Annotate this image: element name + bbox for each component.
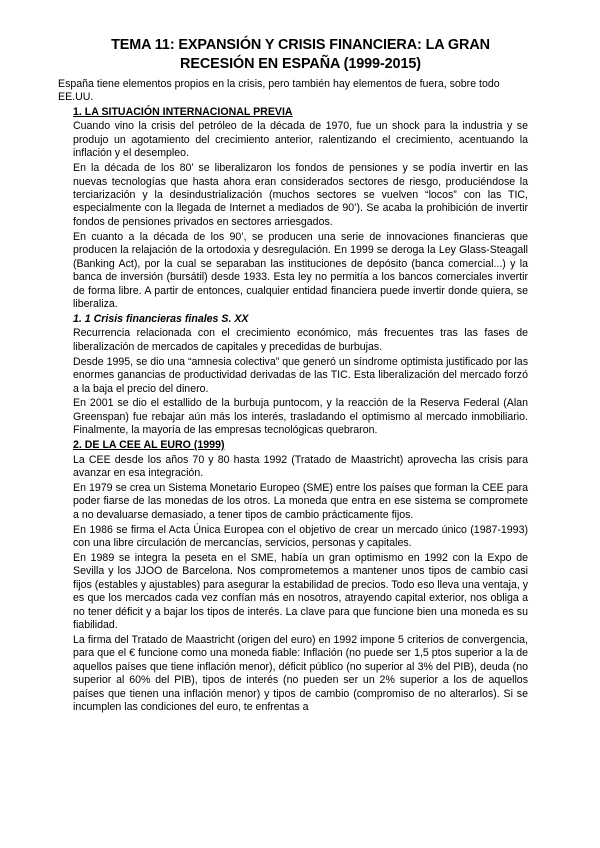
paragraph: En la década de los 80’ se liberalizaron los fondos de pensiones y se podía invertir en las nuevas tecnologías que hasta ahora eran considerados sectores de riesgo, produciéndose la terciarización y la desindustrialización (muchos sectores se vuelven “locos” con las TIC, especialmente con la llegada de Internet a mediados de 90’). Se acaba la prohibición de invertir fondos de pensiones privados en sectores arriesgados. — [73, 162, 528, 228]
intro-paragraph: España tiene elementos propios en la crisis, pero también hay elementos de fuera, sobre todo EE.UU. — [58, 78, 500, 104]
section-1-heading: 1. LA SITUACIÓN INTERNACIONAL PREVIA — [73, 105, 293, 118]
page-title: TEMA 11: EXPANSIÓN Y CRISIS FINANCIERA: LA GRAN RECESIÓN EN ESPAÑA (1999-2015) — [111, 37, 490, 72]
paragraph: En 1986 se firma el Acta Única Europea con el objetivo de crear un mercado único (1987-1993) con una libre circulación de mercancías, servicios, personas y capitales. — [73, 523, 528, 550]
document-page — [58, 36, 529, 716]
paragraph: La CEE desde los años 70 y 80 hasta 1992 (Tratado de Maastricht) aprovecha las crisis para avanzar en esa integración. — [73, 453, 528, 480]
section-2-heading: 2. DE LA CEE AL EURO (1999) — [73, 439, 225, 452]
paragraph: Desde 1995, se dio una “amnesia colectiva” que generó un síndrome optimista justificado por las enormes ganancias de productividad derivadas de las TIC. Esta liberalización del mercado forzó a la baja el precio del dinero. — [73, 355, 528, 395]
paragraph: Recurrencia relacionada con el crecimiento económico, más frecuentes tras las fases de liberalización de mercados de capitales y precedidas de burbujas. — [73, 327, 528, 353]
paragraph: La firma del Tratado de Maastricht (origen del euro) en 1992 impone 5 criterios de convergencia, para que el € funcione como una moneda fiable: Inflación (no puede ser 1,5 ptos superior a la de aquellos países que tiene inflación menor), déficit público (no superior al 3% del PIB), deuda (no superior al 60% del PIB), tipos de interés (no pueden ser un 2% superior a los de aquellos países que tienen una inflación menor) y tipos de cambio (compromiso de no alterarlos). Si se incumplen las condiciones del euro, te enfrentas a — [73, 634, 528, 714]
paragraph: En 2001 se dio el estallido de la burbuja puntocom, y la reacción de la Reserva Federal (Alan Greenspan) fue rebajar aún más los interés, trasladando el optimismo al mercado inmobiliario. Finalmente, la mayoría de las empresas tecnológicas quebraron. — [73, 397, 528, 437]
paragraph: En cuanto a la década de los 90’, se producen una serie de innovaciones financieras que producen la relajación de la ortodoxia y desregulación. En 1999 se deroga la Ley Glass-Steagall (Banking Act), por la cual se separaban las instituciones de depósito (banca comercial...) y la banca de inversión (bursátil) desde 1933. Esta ley no permitía a los bancos comerciales invertir de forma libre. A partir de entonces, cualquier entidad financiera puede invertir donde quiera, se liberaliza. — [73, 230, 528, 311]
paragraph: En 1989 se integra la peseta en el SME, había un gran optimismo en 1992 con la Expo de Sevilla y los JJOO de Barcelona. Nos comprometemos a mantener unos tipos de cambio casi fijos (estables y ajustables) para asegurar la estabilidad de precios. Todo eso lleva una ventaja, y es que los mercados cada vez confían más en nosotros, atrayendo capital exterior, nos obliga a no tener déficit y a bajar los tipos de interés. La clave para que funcione bien una moneda es su fiabilidad. — [73, 551, 529, 632]
paragraph: Cuando vino la crisis del petróleo de la década de 1970, fue un shock para la industria y se produjo un agotamiento del crecimiento anterior, ralentizando el crecimiento, acentuando la inflación y el desempleo. — [73, 120, 528, 160]
section-1-1-heading: 1. 1 Crisis financieras finales S. XX — [73, 312, 249, 325]
paragraph: En 1979 se crea un Sistema Monetario Europeo (SME) entre los países que forman la CEE para poder fiarse de las monedas de los otros. La moneda que entra en ese sistema se compromete a no devaluarse demasiado, a tener tipos de cambio prácticamente fijos. — [73, 481, 528, 521]
